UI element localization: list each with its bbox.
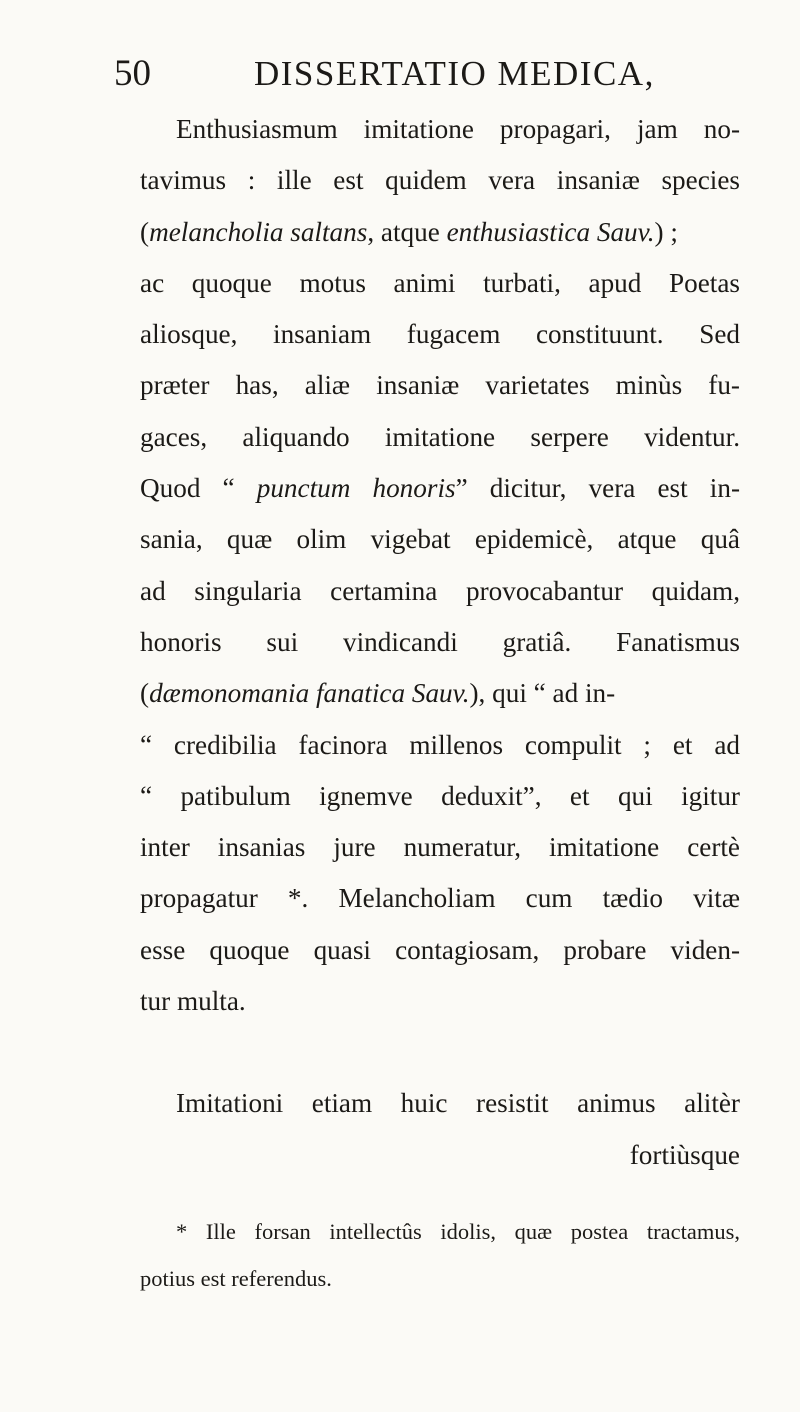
text-line: gaces, aliquando imitatione serpere videntur. (140, 421, 740, 452)
footnote-line: potius est referendus. (140, 1266, 332, 1291)
text-line: ad singularia certamina provocabantur quidam, (140, 575, 740, 606)
text-line: inter insanias jure numeratur, imitatione certè (140, 832, 740, 863)
text-line: Quod “ punctum honoris” dicitur, vera est in- (140, 473, 740, 504)
italic-term: punctum honoris (256, 473, 456, 504)
italic-term: enthusiastica Sauv. (446, 216, 655, 247)
text-line: “ patibulum ignemve deduxit”, et qui igitur (140, 780, 740, 811)
italic-term: dæmonomania fanatica Sauv. (149, 678, 470, 709)
text-line: esse quoque quasi contagiosam, probare viden- (140, 934, 740, 965)
page-header (114, 48, 754, 100)
text-line: tavimus : ille est quidem vera insaniæ species (140, 165, 740, 196)
paragraph-gap (140, 1027, 740, 1078)
text-line: sania, quæ olim vigebat epidemicè, atque quâ (140, 524, 740, 555)
text-line: aliosque, insaniam fugacem constituunt. Sed (140, 319, 740, 350)
text-line: (dæmonomania fanatica Sauv.), qui “ ad in- (140, 678, 616, 709)
text-line: Imitationi etiam huic resistit animus alitèr (176, 1088, 740, 1119)
text-line: tur multa. (140, 986, 246, 1017)
page-number: 50 (114, 53, 151, 94)
footnote (140, 1208, 740, 1302)
text-line: propagatur *. Melancholiam cum tædio vitæ (140, 883, 740, 914)
text-line: “ credibilia facinora millenos compulit ; et ad (140, 729, 740, 760)
running-title: DISSERTATIO MEDICA, (254, 54, 655, 93)
text-line: Enthusiasmum imitatione propagari, jam no- (176, 114, 740, 144)
text-line: honoris sui vindicandi gratiâ. Fanatismus (140, 626, 740, 657)
footnote-line: * Ille forsan intellectûs idolis, quæ postea tractamus, (176, 1219, 740, 1244)
text-line: ac quoque motus animi turbati, apud Poetas (140, 267, 740, 298)
main-text (140, 104, 740, 1181)
text-line: (melancholia saltans, atque enthusiastica Sauv.) ; (140, 216, 678, 247)
text-line: præter has, aliæ insaniæ varietates minùs fu- (140, 370, 740, 401)
catchword: fortiùsque (629, 1139, 740, 1170)
italic-term: melancholia saltans (149, 216, 368, 247)
